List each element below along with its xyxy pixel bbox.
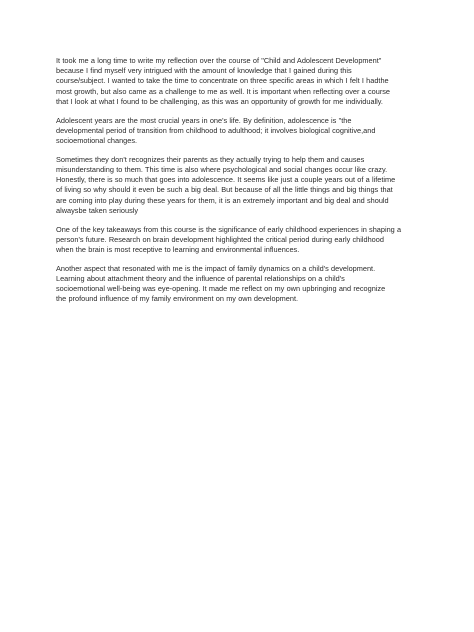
paragraph-early-childhood: One of the key takeaways from this course is the significance of early childhood experiences in shaping a person's future. Research on brain development highlighted the critical period during early childhood when the brain is most receptive to learning and environmental influences. xyxy=(56,224,402,255)
paragraph-family-dynamics: Another aspect that resonated with me is the impact of family dynamics on a child's development. Learning about attachment theory and the influence of parental relationships on a child's socioemotional well-being was eye-opening. It made me reflect on my own upbringing and recognize the profound influence of my family environment on my own development. xyxy=(56,263,386,304)
paragraph-adolescence-definition: Adolescent years are the most crucial years in one's life. By definition, adolescence is "the developmental period of transition from childhood to adulthood; it involves biological cognitive,and socioemotional changes. xyxy=(56,115,376,146)
document-body xyxy=(56,56,422,313)
paragraph-reflection-intro: It took me a long time to write my reflection over the course of "Child and Adolescent Development" because I find myself very intrigued with the amount of knowledge that I gained during this course/subject. I wanted to take the time to concentrate on three specific areas in which I felt I hadthe most growth, but also came as a challenge to me as well. It is important when reflecting over a course that I look at what I found to be challenging, as this was an opportunity of growth for me individually. xyxy=(56,56,391,106)
paragraph-adolescent-changes: Sometimes they don't recognizes their parents as they actually trying to help them and causes misunderstanding to them. This time is also where psychological and social changes occur like crazy. Honestly, there is so much that goes into adolescence. It seems like just a couple years out of a lifetime of living so why should it even be such a big deal. But because of all the little things and big things that are coming into play during these years for them, it is an extremely important and big deal and should alwaysbe taken seriously xyxy=(56,154,396,215)
